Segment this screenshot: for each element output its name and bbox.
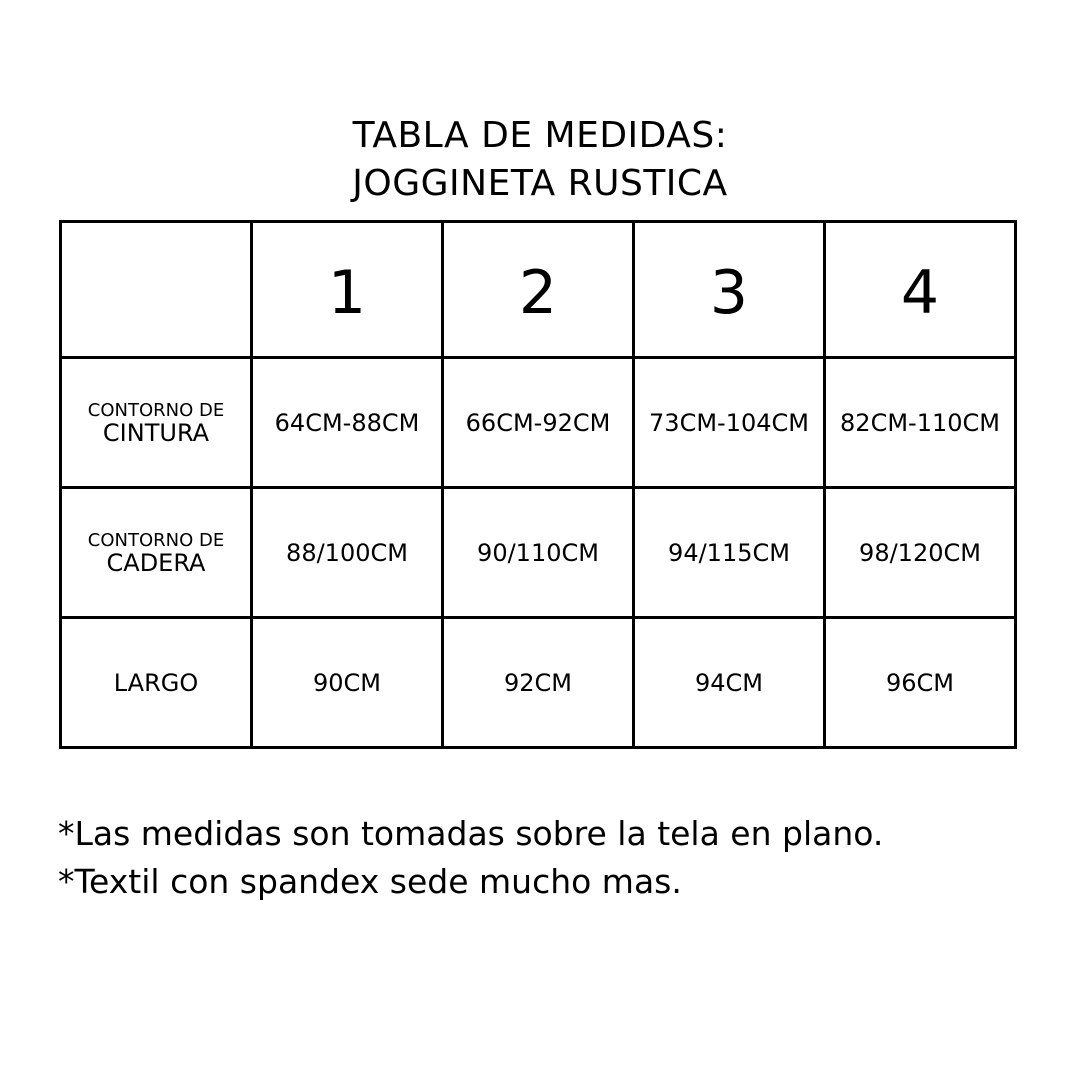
table-cell: 90/110CM: [443, 488, 634, 618]
corner-cell: [61, 222, 252, 358]
row-label-largo: [61, 618, 252, 748]
table-cell: 73CM-104CM: [634, 358, 825, 488]
row-label-top: CONTORNO DE: [87, 529, 225, 551]
size-chart-table: [59, 220, 1017, 749]
row-label-bottom: CINTURA: [102, 418, 210, 447]
table-row-cadera: [61, 488, 1016, 618]
row-label-top: CONTORNO DE: [87, 399, 225, 421]
size-header-1: 1: [252, 222, 443, 358]
page-title: [0, 112, 1080, 208]
table-cell: 96CM: [825, 618, 1016, 748]
row-label: LARGO: [113, 668, 199, 697]
note-line-1: *Las medidas son tomadas sobre la tela en plano.: [58, 814, 884, 853]
table-cell: 82CM-110CM: [825, 358, 1016, 488]
row-label-cadera: [61, 488, 252, 618]
size-header-3: 3: [634, 222, 825, 358]
size-header-4: 4: [825, 222, 1016, 358]
row-label-cintura: [61, 358, 252, 488]
table-cell: 92CM: [443, 618, 634, 748]
note-line-2: *Textil con spandex sede mucho mas.: [58, 862, 682, 901]
notes: [58, 810, 883, 906]
table-cell: 94CM: [634, 618, 825, 748]
size-header-2: 2: [443, 222, 634, 358]
row-label-bottom: CADERA: [106, 548, 206, 577]
table-row-largo: [61, 618, 1016, 748]
title-line-1: TABLA DE MEDIDAS:: [352, 115, 728, 156]
table-cell: 66CM-92CM: [443, 358, 634, 488]
table-row-cintura: [61, 358, 1016, 488]
table-cell: 88/100CM: [252, 488, 443, 618]
table-cell: 90CM: [252, 618, 443, 748]
table-cell: 94/115CM: [634, 488, 825, 618]
title-line-2: JOGGINETA RUSTICA: [352, 163, 728, 204]
table-header-row: [61, 222, 1016, 358]
table-cell: 98/120CM: [825, 488, 1016, 618]
table-cell: 64CM-88CM: [252, 358, 443, 488]
